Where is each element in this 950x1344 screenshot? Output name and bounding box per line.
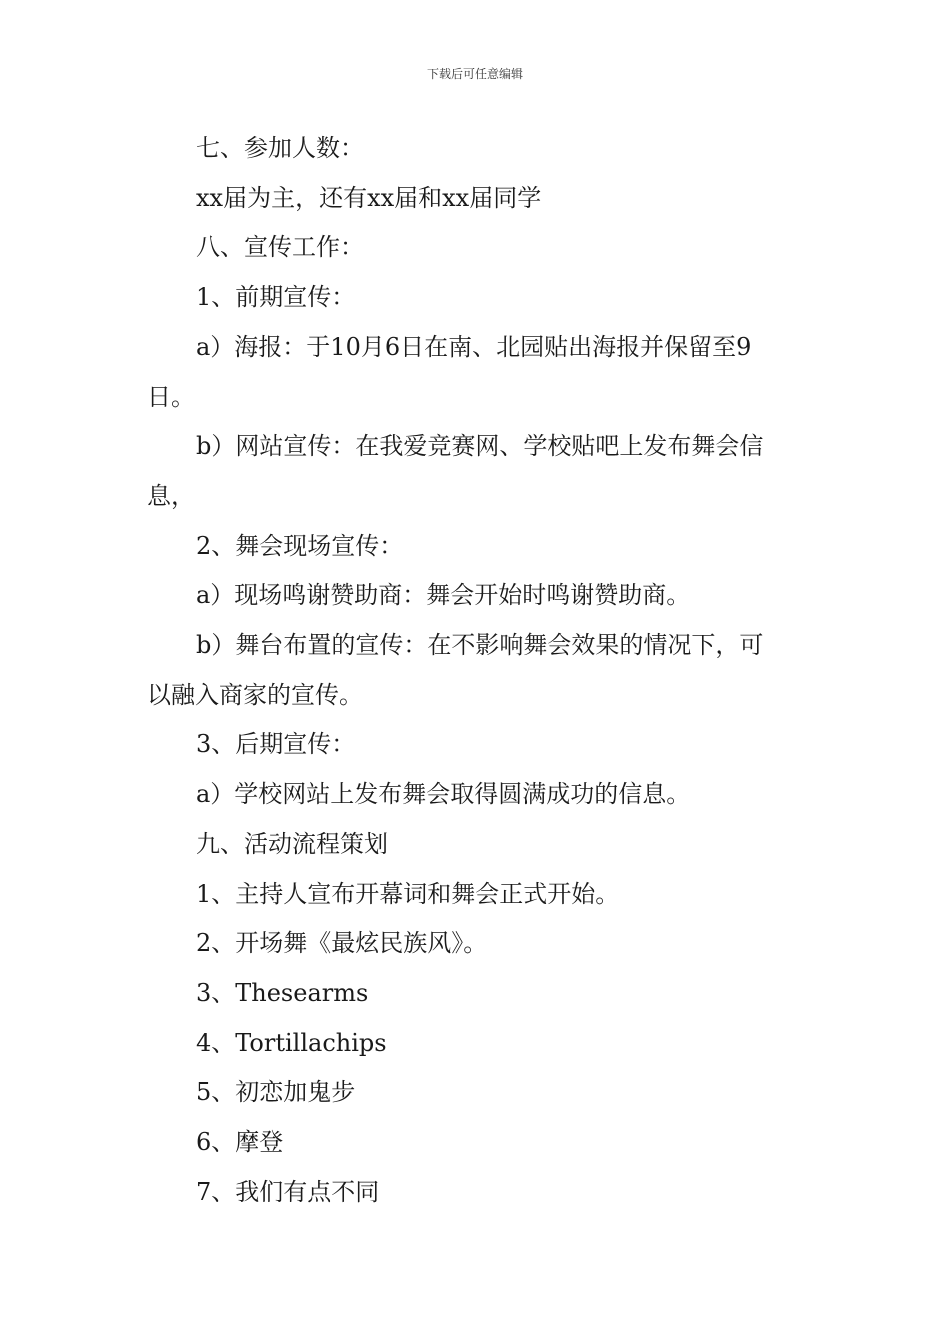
list-item: 4、Tortillachips: [196, 1028, 387, 1057]
paragraph-line: b）网站宣传：在我爱竞赛网、学校贴吧上发布舞会信: [196, 432, 764, 461]
subheading-early-publicity: 1、前期宣传：: [196, 283, 356, 312]
paragraph-line: a）学校网站上发布舞会取得圆满成功的信息。: [196, 780, 691, 809]
paragraph-line: a）现场鸣谢赞助商：舞会开始时鸣谢赞助商。: [196, 581, 691, 610]
subheading-onsite-publicity: 2、舞会现场宣传：: [196, 531, 404, 560]
section-heading-participants: 七、参加人数：: [196, 134, 364, 162]
list-item: 6、摩登: [196, 1128, 284, 1157]
list-item: 5、初恋加鬼步: [196, 1078, 356, 1107]
document-body: [147, 124, 809, 1217]
subheading-later-publicity: 3、后期宣传：: [196, 730, 356, 759]
list-item: 2、开场舞《最炫民族风》。: [196, 929, 488, 958]
paragraph-line: a）海报：于10月6日在南、北园贴出海报并保留至9: [196, 332, 752, 361]
list-item: 7、我们有点不同: [196, 1177, 380, 1206]
paragraph-line: xx届为主，还有xx届和xx届同学: [196, 183, 542, 212]
section-heading-program: 九、活动流程策划: [196, 829, 388, 858]
paragraph-line: b）舞台布置的宣传：在不影响舞会效果的情况下，可: [196, 631, 764, 660]
paragraph-line-continued: 息，: [147, 481, 195, 510]
list-item: 1、主持人宣布开幕词和舞会正式开始。: [196, 879, 620, 908]
section-heading-publicity: 八、宣传工作：: [196, 233, 364, 262]
paragraph-line-continued: 日。: [147, 382, 195, 411]
page-header: 下载后可任意编辑: [426, 67, 523, 81]
list-item: 3、Thesearms: [196, 978, 369, 1007]
paragraph-line-continued: 以融入商家的宣传。: [147, 680, 363, 709]
